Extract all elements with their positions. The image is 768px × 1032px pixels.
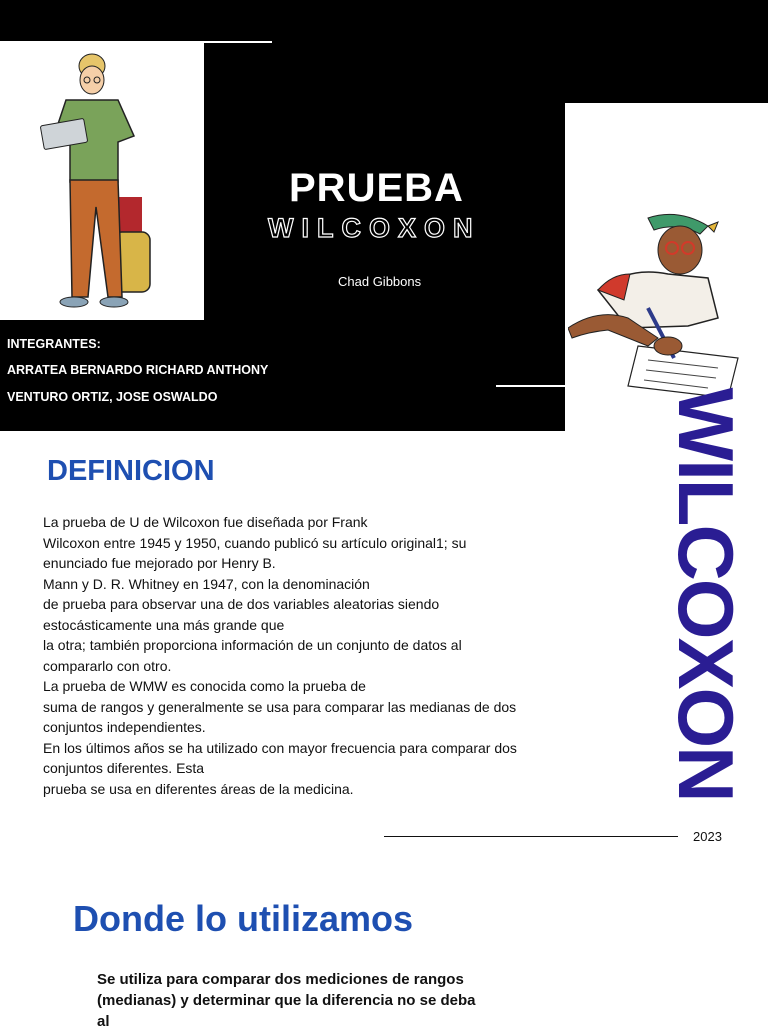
definition-line: la otra; también proporciona información de un conjunto de datos al bbox=[43, 637, 462, 653]
definition-line: de prueba para observar una de dos variables aleatorias siendo bbox=[43, 596, 440, 612]
cover-title: PRUEBA bbox=[289, 166, 464, 210]
definition-title: DEFINICION bbox=[47, 455, 215, 487]
usage-body bbox=[97, 969, 527, 1032]
definition-line: suma de rangos y generalmente se usa para comparar las medianas de dos bbox=[43, 698, 517, 715]
cover-subtitle: WILCOXON bbox=[268, 213, 481, 243]
usage-line: (medianas) y determinar que la diferencia no se deba bbox=[97, 992, 476, 1009]
side-word-container bbox=[656, 387, 756, 801]
year-label: 2023 bbox=[693, 829, 722, 844]
man-with-laptop-illustration bbox=[30, 52, 160, 317]
decor-line-right bbox=[496, 385, 566, 387]
definition-line: enunciado fue mejorado por Henry B. bbox=[43, 555, 276, 571]
definition-line: prueba se usa en diferentes áreas de la medicina. bbox=[43, 780, 354, 797]
usage-line: Se utiliza para comparar dos mediciones de rangos bbox=[97, 971, 464, 988]
definition-line: conjuntos diferentes. Esta bbox=[43, 760, 205, 776]
divider-line bbox=[384, 836, 678, 837]
side-word-vertical: WILCOXON bbox=[662, 387, 750, 801]
team-member-2: VENTURO ORTIZ, JOSE OSWALDO bbox=[7, 390, 218, 404]
usage-line: al bbox=[97, 1013, 110, 1030]
definition-line: Mann y D. R. Whitney en 1947, con la denominación bbox=[43, 575, 370, 592]
team-member-1: ARRATEA BERNARDO RICHARD ANTHONY bbox=[7, 363, 269, 377]
definition-body bbox=[43, 512, 613, 799]
definition-line: La prueba de WMW es conocida como la prueba de bbox=[43, 678, 366, 694]
definition-line: En los últimos años se ha utilizado con mayor frecuencia para comparar dos bbox=[43, 739, 517, 756]
definition-line: Wilcoxon entre 1945 y 1950, cuando publicó su artículo original1; su bbox=[43, 534, 467, 551]
definition-line: compararlo con otro. bbox=[43, 657, 172, 674]
definition-line: conjuntos independientes. bbox=[43, 719, 206, 735]
decor-line-top bbox=[0, 41, 272, 43]
cover-author: Chad Gibbons bbox=[338, 274, 422, 289]
student-writing-illustration bbox=[568, 208, 763, 403]
team-heading: INTEGRANTES: bbox=[7, 337, 101, 351]
definition-line: La prueba de U de Wilcoxon fue diseñada por Frank bbox=[43, 514, 368, 530]
definition-line: estocásticamente una más grande que bbox=[43, 616, 285, 633]
usage-title: Donde lo utilizamos bbox=[73, 898, 414, 939]
